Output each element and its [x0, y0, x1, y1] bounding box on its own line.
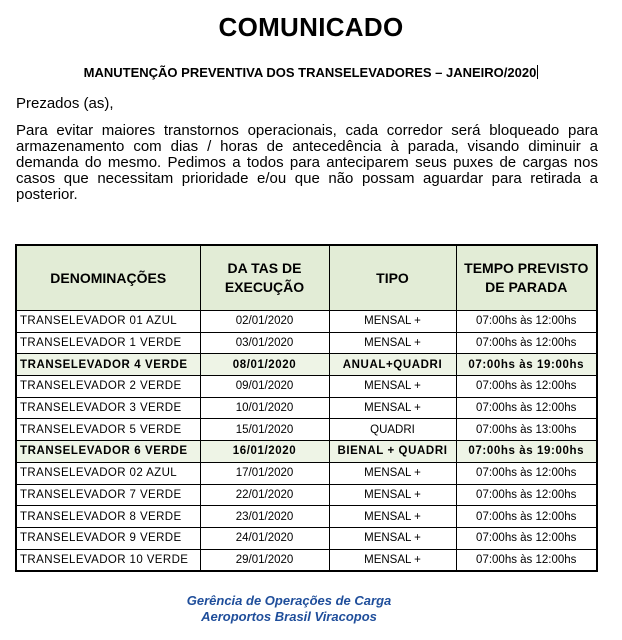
cell-denominacao: TRANSELEVADOR 5 VERDE [16, 419, 200, 441]
document-subtitle [0, 65, 622, 80]
table-row [16, 354, 597, 376]
cell-tempo-parada: 07:00hs às 19:00hs [456, 441, 597, 463]
table-row [16, 462, 597, 484]
cell-tipo: MENSAL + [329, 484, 456, 506]
cell-data-execucao: 29/01/2020 [200, 549, 329, 571]
cell-denominacao: TRANSELEVADOR 02 AZUL [16, 462, 200, 484]
table-row [16, 506, 597, 528]
cell-tempo-parada: 07:00hs às 12:00hs [456, 527, 597, 549]
cell-data-execucao: 24/01/2020 [200, 527, 329, 549]
table-row [16, 311, 597, 333]
cell-denominacao: TRANSELEVADOR 8 VERDE [16, 506, 200, 528]
footer-company: Aeroportos Brasil Viracopos [201, 609, 377, 624]
header-tempo-previsto: TEMPO PREVISTO DE PARADA [456, 245, 597, 311]
cell-denominacao: TRANSELEVADOR 3 VERDE [16, 397, 200, 419]
cell-tempo-parada: 07:00hs às 12:00hs [456, 462, 597, 484]
table-row [16, 527, 597, 549]
cell-tempo-parada: 07:00hs às 12:00hs [456, 332, 597, 354]
cell-tipo: MENSAL + [329, 376, 456, 398]
table-row [16, 441, 597, 463]
cell-data-execucao: 02/01/2020 [200, 311, 329, 333]
cell-data-execucao: 09/01/2020 [200, 376, 329, 398]
table-header-row [16, 245, 597, 311]
cell-denominacao: TRANSELEVADOR 9 VERDE [16, 527, 200, 549]
cell-tipo: ANUAL+QUADRI [329, 354, 456, 376]
table-row [16, 332, 597, 354]
cell-data-execucao: 08/01/2020 [200, 354, 329, 376]
cell-data-execucao: 03/01/2020 [200, 332, 329, 354]
greeting: Prezados (as), [16, 95, 114, 112]
document-title: COMUNICADO [218, 12, 404, 42]
subtitle-text: MANUTENÇÃO PREVENTIVA DOS TRANSELEVADORES – JANEIRO/2020 [83, 65, 537, 80]
header-datas-execucao: DA TAS DE EXECUÇÃO [200, 245, 329, 311]
cell-denominacao: TRANSELEVADOR 4 VERDE [16, 354, 200, 376]
table-row [16, 397, 597, 419]
cell-tipo: MENSAL + [329, 332, 456, 354]
maintenance-schedule-table [15, 244, 598, 572]
cell-tempo-parada: 07:00hs às 12:00hs [456, 549, 597, 571]
table-row [16, 549, 597, 571]
cell-denominacao: TRANSELEVADOR 7 VERDE [16, 484, 200, 506]
cell-denominacao: TRANSELEVADOR 01 AZUL [16, 311, 200, 333]
cell-denominacao: TRANSELEVADOR 2 VERDE [16, 376, 200, 398]
header-denominacoes: DENOMINAÇÕES [16, 245, 200, 311]
cell-tipo: BIENAL + QUADRI [329, 441, 456, 463]
cell-tipo: MENSAL + [329, 311, 456, 333]
cell-tempo-parada: 07:00hs às 12:00hs [456, 506, 597, 528]
cell-tipo: MENSAL + [329, 506, 456, 528]
cell-tempo-parada: 07:00hs às 12:00hs [456, 376, 597, 398]
cell-tipo: MENSAL + [329, 527, 456, 549]
cell-data-execucao: 16/01/2020 [200, 441, 329, 463]
cell-data-execucao: 17/01/2020 [200, 462, 329, 484]
table-row [16, 376, 597, 398]
cell-tipo: MENSAL + [329, 462, 456, 484]
body-paragraph: Para evitar maiores transtornos operacionais, cada corredor será bloqueado para armazenamento com dias / horas de antecedência à parada, visando diminuir a demanda do mesmo. Pedimos a todos para anteciparem seus puxes de cargas nos casos que necessitam prioridade e/ou que não possam aguardar para retirada a posterior. [16, 122, 598, 203]
cell-tempo-parada: 07:00hs às 19:00hs [456, 354, 597, 376]
cell-tipo: MENSAL + [329, 397, 456, 419]
cell-tipo: QUADRI [329, 419, 456, 441]
table-row [16, 419, 597, 441]
cell-data-execucao: 23/01/2020 [200, 506, 329, 528]
cell-denominacao: TRANSELEVADOR 10 VERDE [16, 549, 200, 571]
cell-denominacao: TRANSELEVADOR 6 VERDE [16, 441, 200, 463]
cell-tempo-parada: 07:00hs às 12:00hs [456, 311, 597, 333]
cell-data-execucao: 10/01/2020 [200, 397, 329, 419]
cell-denominacao: TRANSELEVADOR 1 VERDE [16, 332, 200, 354]
table-row [16, 484, 597, 506]
cell-tempo-parada: 07:00hs às 12:00hs [456, 484, 597, 506]
cell-tipo: MENSAL + [329, 549, 456, 571]
cell-tempo-parada: 07:00hs às 12:00hs [456, 397, 597, 419]
cell-tempo-parada: 07:00hs às 13:00hs [456, 419, 597, 441]
footer-department: Gerência de Operações de Carga [186, 593, 392, 608]
header-tipo: TIPO [329, 245, 456, 311]
text-cursor [537, 65, 538, 79]
cell-data-execucao: 15/01/2020 [200, 419, 329, 441]
cell-data-execucao: 22/01/2020 [200, 484, 329, 506]
